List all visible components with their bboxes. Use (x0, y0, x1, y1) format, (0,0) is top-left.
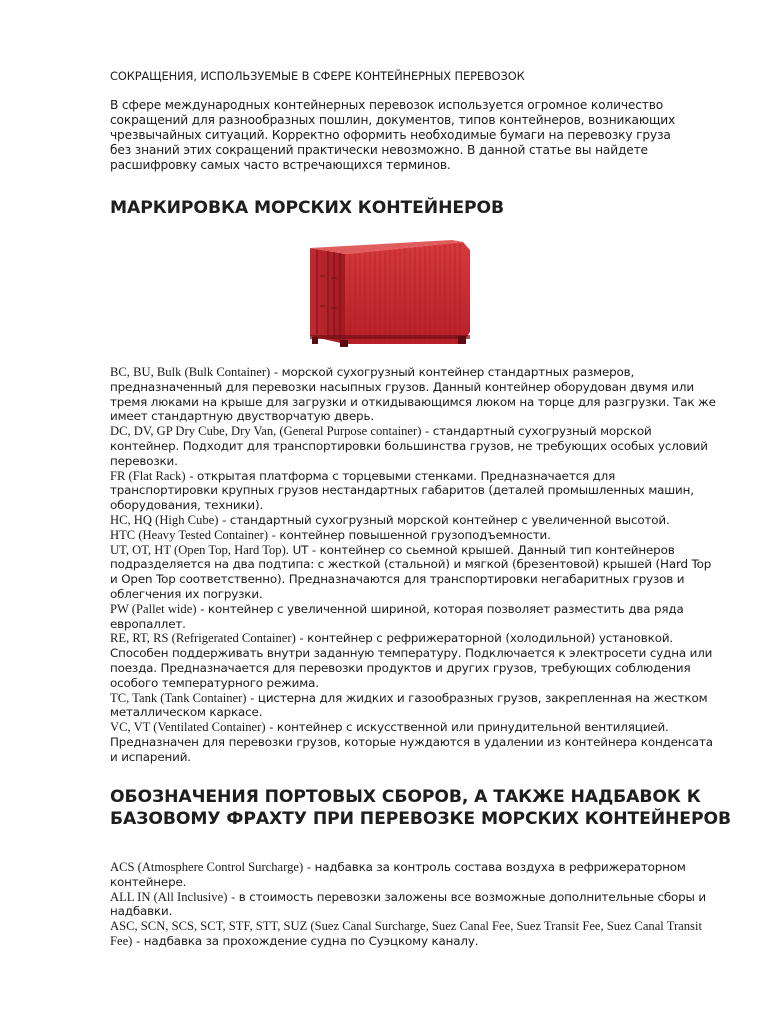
definition: - надбавка за прохождение судна по Суэцкому каналу. (132, 933, 479, 948)
term: DC, DV, GP Dry Cube, Dry Van, (General Purpose container) (110, 424, 422, 439)
list-item (110, 528, 720, 543)
list-item (110, 513, 720, 528)
term: RE, RT, RS (Refrigerated Container) (110, 631, 296, 646)
intro-paragraph: В сфере международных контейнерных перевозок используется огромное количество сокращений для разнообразных пошлин, документов, типов контейнеров, возникающих чрезвычайных ситуаций. Корректно оформить необходимые бумаги на перевозку груза без знаний этих сокращений практически невозможно. В данной статье вы найдете расшифровку самых часто встречающихся терминов. (110, 98, 676, 172)
term: FR (Flat Rack) (110, 468, 186, 483)
marking-entries-list (110, 365, 720, 765)
section-heading-port-fees: ОБОЗНАЧЕНИЯ ПОРТОВЫХ СБОРОВ, А ТАКЖЕ НАДБАВОК К БАЗОВОМУ ФРАХТУ ПРИ ПЕРЕВОЗКЕ МОРСКИХ КОНТЕЙНЕРОВ (110, 787, 731, 829)
list-item (110, 469, 720, 513)
definition: - морской сухогрузный контейнер стандартных размеров, предназначенный для перевозки насыпных грузов. Данный контейнер оборудован двумя или тремя люками на крыше для загрузки и откидывающимся люком на торце для разгрузки. Так же имеет стандартную двустворчатую дверь. (110, 365, 716, 424)
definition: - стандартный сухогрузный морской контейнер. Подходит для транспортировки большинства грузов, не требующих особых условий перевозки. (110, 424, 708, 468)
definition: - контейнер с увеличенной шириной, которая позволяет разместить два ряда европаллет. (110, 601, 684, 631)
red-shipping-container-photo (302, 236, 476, 354)
definition: - контейнер повышенной грузоподъемности. (268, 527, 551, 542)
definition: - контейнер с рефрижераторной (холодильной) установкой. Способен поддерживать внутри заданную температуру. Подключается к электросети судна или поезда. Предназначается для перевозки продуктов и других грузов, требующих соблюдения особого температурного режима. (110, 631, 713, 690)
definition: - стандартный сухогрузный морской контейнер с увеличенной высотой. (218, 512, 670, 527)
definition: - открытая платформа с торцевыми стенками. Предназначается для транспортировки крупных грузов нестандартных габаритов (деталей промышленных машин, оборудования, техники). (110, 468, 694, 513)
list-item (110, 602, 720, 632)
definition: - цистерна для жидких и газообразных грузов, закрепленная на жестком металлическом каркасе. (110, 690, 708, 720)
list-item (110, 631, 720, 690)
list-item (110, 691, 720, 721)
term: HC, HQ (High Cube) (110, 512, 219, 527)
document-title: СОКРАЩЕНИЯ, ИСПОЛЬЗУЕМЫЕ В СФЕРЕ КОНТЕЙНЕРНЫХ ПЕРЕВОЗОК (110, 69, 525, 83)
list-item (110, 890, 720, 920)
definition: - в стоимость перевозки заложены все возможные дополнительные сборы и надбавки. (110, 889, 706, 919)
list-item (110, 860, 720, 890)
list-item (110, 720, 720, 764)
list-item (110, 919, 720, 949)
section-heading-marking: МАРКИРОВКА МОРСКИХ КОНТЕЙНЕРОВ (110, 198, 504, 218)
term: HTC (Heavy Tested Container) (110, 527, 269, 542)
list-item (110, 543, 720, 602)
term: UT, OT, HT (Open Top, Hard Top). (110, 542, 289, 557)
definition: - надбавка за контроль состава воздуха в рефрижераторном контейнере. (110, 860, 686, 889)
term: ACS (Atmosphere Control Surcharge) (110, 860, 304, 874)
term: BC, BU, Bulk (Bulk Container) (110, 365, 271, 379)
term: ALL IN (All Inclusive) (110, 889, 228, 904)
list-item (110, 424, 720, 468)
fees-entries-list (110, 860, 720, 949)
list-item (110, 365, 720, 424)
term: TC, Tank (Tank Container) (110, 690, 247, 705)
term: ASC, SCN, SCS, SCT, STF, STT, SUZ (Suez Canal Surcharge, Suez Canal Fee, Suez Transit Fee, Suez Canal Transit Fee) (110, 919, 702, 948)
definition: UT - контейнер со сьемной крышей. Данный тип контейнеров подразделяется на два подтипа: с жесткой (стальной) и мягкой (брезентовой) крышей (Hard Top и Open Top соответственно). Предназначаются для транспортировки негабаритных грузов и облегчения их погрузки. (110, 542, 712, 601)
definition: - контейнер с искусственной или принудительной вентиляцией. Предназначен для перевозки грузов, которые нуждаются в удалении из контейнера конденсата и испарений. (110, 720, 713, 764)
term: PW (Pallet wide) (110, 601, 197, 616)
term: VC, VT (Ventilated Container) (110, 720, 266, 735)
